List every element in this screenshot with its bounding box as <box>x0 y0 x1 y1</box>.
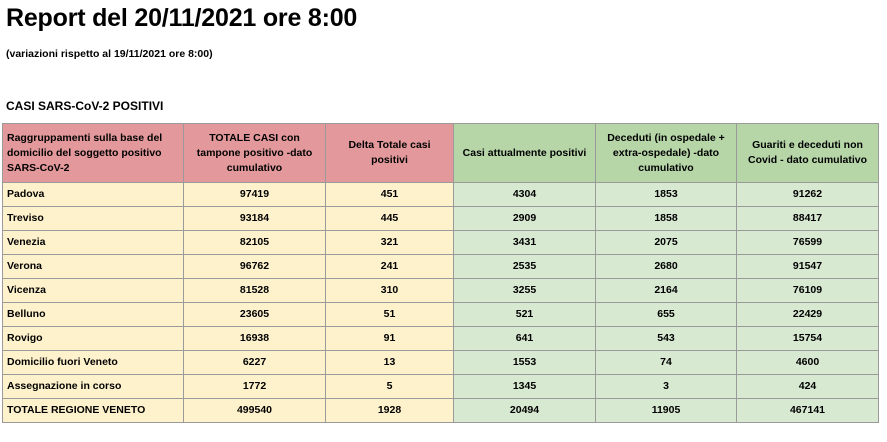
positive-cases-table <box>2 123 879 423</box>
cell-deaths: 1853 <box>596 183 737 207</box>
cell-recovered: 22429 <box>737 303 879 327</box>
cell-region-name: Treviso <box>3 207 184 231</box>
column-header-region: Raggruppamenti sulla base del domicilio del soggetto positivo SARS-CoV-2 <box>3 124 184 183</box>
cell-delta-cases: 5 <box>326 375 454 399</box>
cell-active-cases: 641 <box>454 327 596 351</box>
cell-recovered: 91262 <box>737 183 879 207</box>
cell-delta-cases: 451 <box>326 183 454 207</box>
cell-total-cases: 97419 <box>184 183 326 207</box>
cell-recovered: 76599 <box>737 231 879 255</box>
column-header-deaths: Deceduti (in ospedale + extra-ospedale) -dato cumulativo <box>596 124 737 183</box>
cell-total-cases: 96762 <box>184 255 326 279</box>
cell-active-cases: 2535 <box>454 255 596 279</box>
cell-deaths: 11905 <box>596 399 737 423</box>
cell-delta-cases: 321 <box>326 231 454 255</box>
cell-active-cases: 3431 <box>454 231 596 255</box>
cell-region-name: Domicilio fuori Veneto <box>3 351 184 375</box>
cell-region-name: Rovigo <box>3 327 184 351</box>
cell-deaths: 74 <box>596 351 737 375</box>
cell-recovered: 76109 <box>737 279 879 303</box>
cell-total-cases: 6227 <box>184 351 326 375</box>
cell-delta-cases: 13 <box>326 351 454 375</box>
cell-region-name: Belluno <box>3 303 184 327</box>
cell-deaths: 655 <box>596 303 737 327</box>
cell-delta-cases: 91 <box>326 327 454 351</box>
cell-delta-cases: 445 <box>326 207 454 231</box>
cell-active-cases: 3255 <box>454 279 596 303</box>
column-header-active-cases: Casi attualmente positivi <box>454 124 596 183</box>
cell-deaths: 543 <box>596 327 737 351</box>
total-row <box>3 399 879 423</box>
cell-total-cases: 1772 <box>184 375 326 399</box>
table-row <box>3 255 879 279</box>
cell-total-cases: 81528 <box>184 279 326 303</box>
table-row <box>3 207 879 231</box>
cell-recovered: 4600 <box>737 351 879 375</box>
cell-recovered: 467141 <box>737 399 879 423</box>
cell-total-cases: 82105 <box>184 231 326 255</box>
cell-region-name: Vicenza <box>3 279 184 303</box>
table-row <box>3 375 879 399</box>
cell-deaths: 2680 <box>596 255 737 279</box>
table-body <box>3 183 879 423</box>
column-header-total-cases: TOTALE CASI con tampone positivo -dato cumulativo <box>184 124 326 183</box>
table-row <box>3 351 879 375</box>
cell-active-cases: 1345 <box>454 375 596 399</box>
cell-total-cases: 499540 <box>184 399 326 423</box>
cell-delta-cases: 1928 <box>326 399 454 423</box>
cell-active-cases: 1553 <box>454 351 596 375</box>
table-row <box>3 231 879 255</box>
cell-deaths: 2075 <box>596 231 737 255</box>
cell-active-cases: 20494 <box>454 399 596 423</box>
table-row <box>3 279 879 303</box>
cell-recovered: 424 <box>737 375 879 399</box>
cell-delta-cases: 51 <box>326 303 454 327</box>
column-header-delta-cases: Delta Totale casi positivi <box>326 124 454 183</box>
cell-deaths: 2164 <box>596 279 737 303</box>
cell-region-name: Assegnazione in corso <box>3 375 184 399</box>
cell-delta-cases: 310 <box>326 279 454 303</box>
cell-total-cases: 23605 <box>184 303 326 327</box>
cell-deaths: 1858 <box>596 207 737 231</box>
cell-total-cases: 93184 <box>184 207 326 231</box>
cell-delta-cases: 241 <box>326 255 454 279</box>
section-heading: CASI SARS-CoV-2 POSITIVI <box>6 99 164 113</box>
cell-active-cases: 2909 <box>454 207 596 231</box>
cell-total-cases: 16938 <box>184 327 326 351</box>
cell-recovered: 88417 <box>737 207 879 231</box>
table-row <box>3 327 879 351</box>
cell-region-name: Venezia <box>3 231 184 255</box>
cell-region-name: Verona <box>3 255 184 279</box>
report-title: Report del 20/11/2021 ore 8:00 <box>6 4 358 32</box>
cell-recovered: 91547 <box>737 255 879 279</box>
cell-active-cases: 4304 <box>454 183 596 207</box>
table-row <box>3 183 879 207</box>
column-header-recovered: Guariti e deceduti non Covid - dato cumulativo <box>737 124 879 183</box>
report-subtitle: (variazioni rispetto al 19/11/2021 ore 8:00) <box>6 48 213 60</box>
cell-deaths: 3 <box>596 375 737 399</box>
cell-region-name: Padova <box>3 183 184 207</box>
cell-recovered: 15754 <box>737 327 879 351</box>
table-header-row <box>3 124 879 183</box>
cell-active-cases: 521 <box>454 303 596 327</box>
cell-region-name: TOTALE REGIONE VENETO <box>3 399 184 423</box>
table-row <box>3 303 879 327</box>
